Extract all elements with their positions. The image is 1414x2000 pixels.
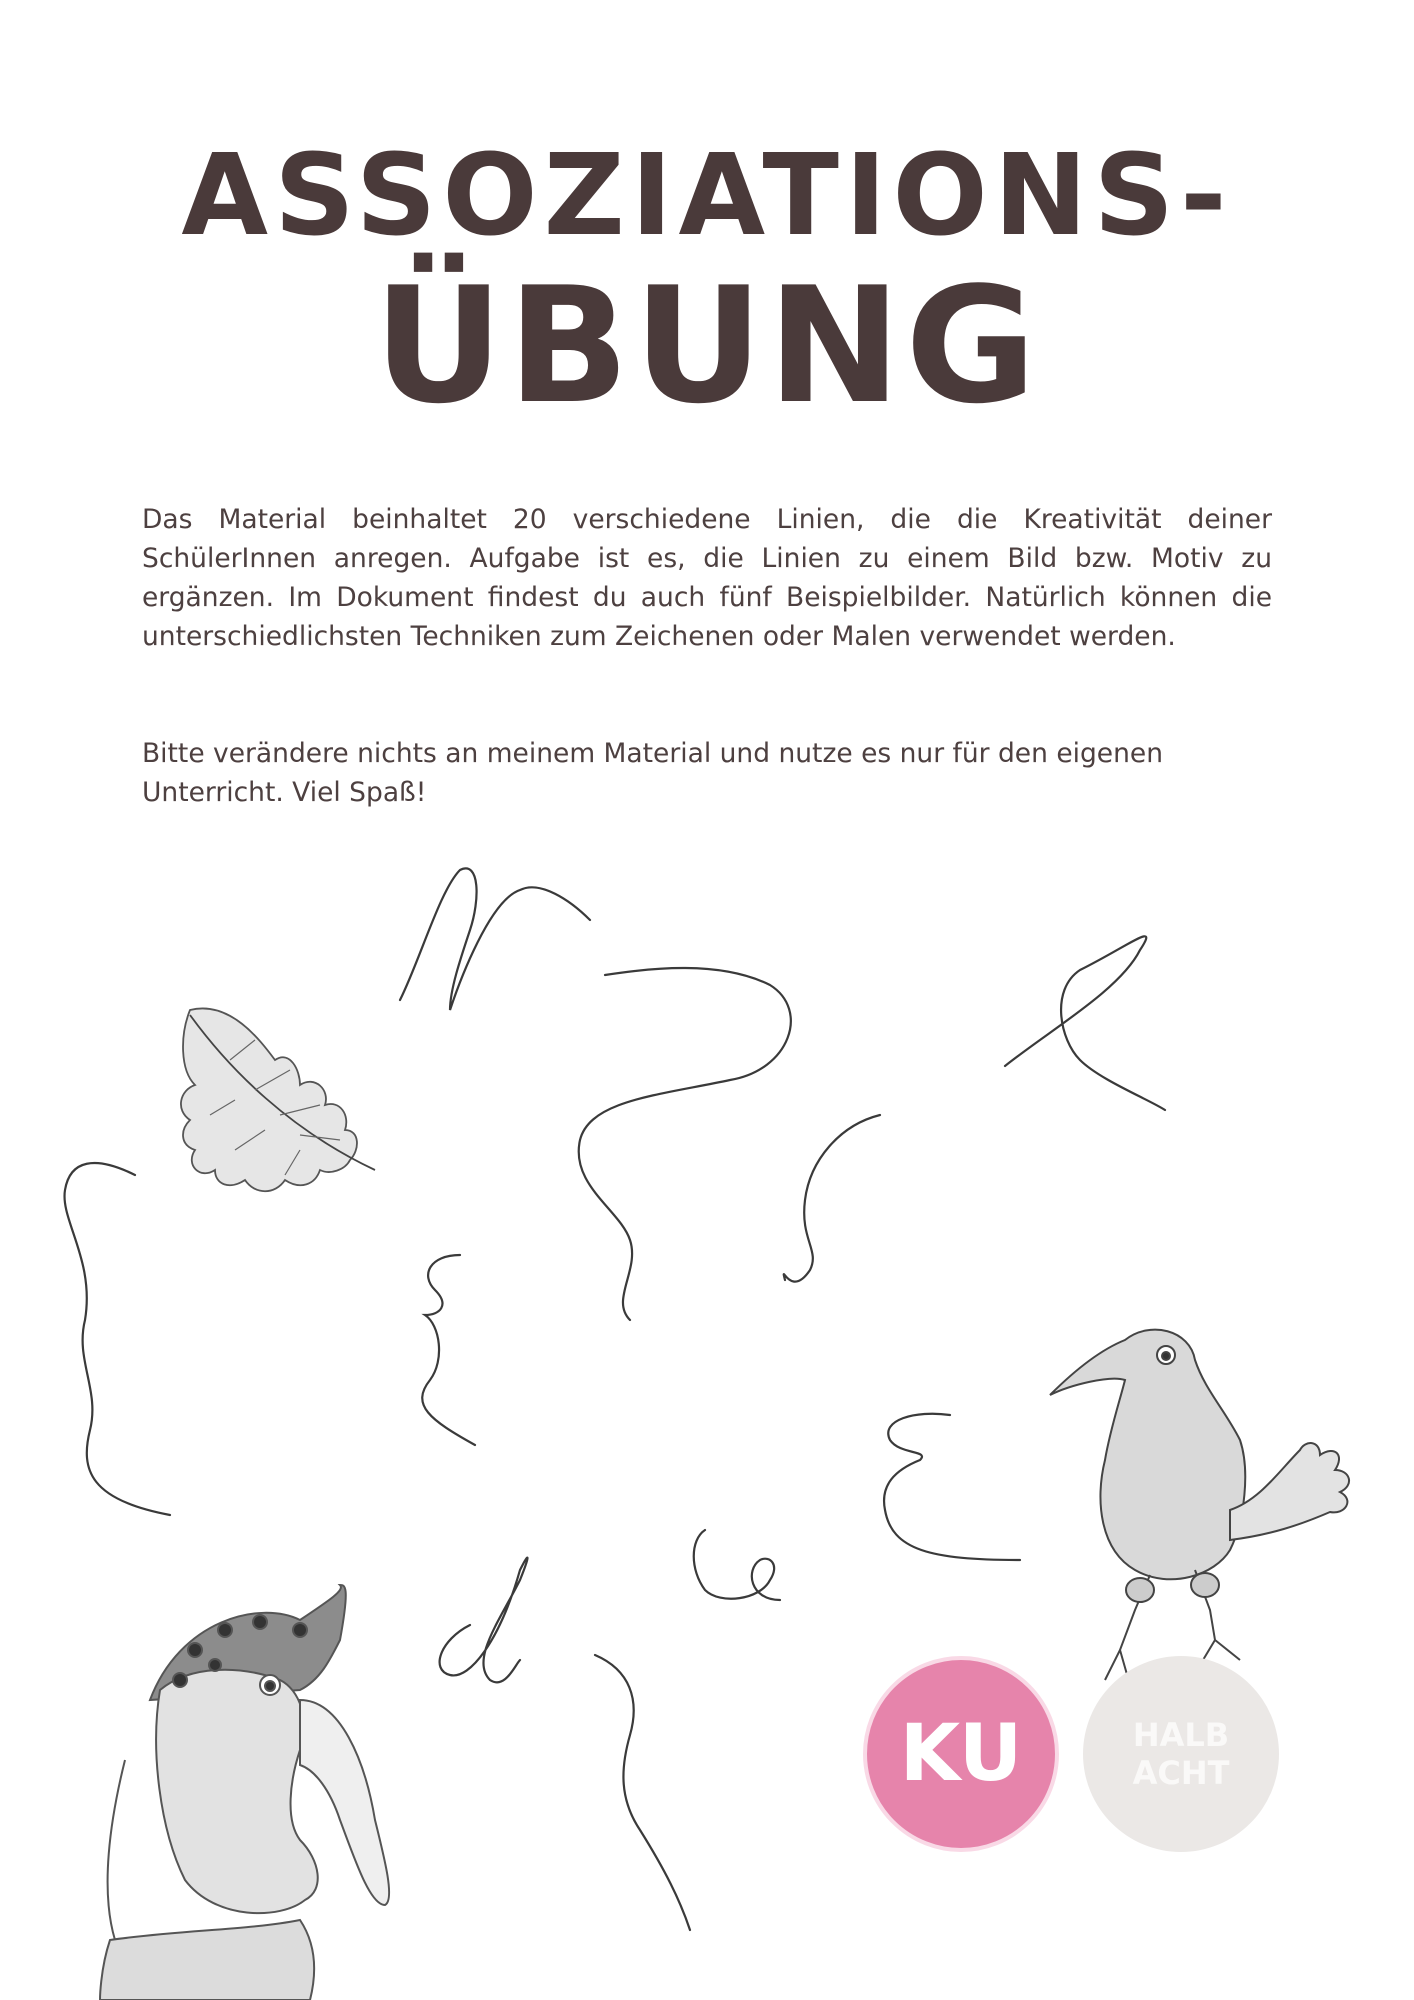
squiggle-line xyxy=(784,1115,880,1282)
squiggle-line xyxy=(1005,936,1165,1110)
page-title-line1: ASSOZIATIONS- xyxy=(181,131,1233,261)
squiggle-line xyxy=(440,1558,528,1683)
squiggle-line xyxy=(579,968,791,1320)
squiggle-line xyxy=(422,1255,475,1445)
halbacht-logo-badge xyxy=(1083,1656,1279,1852)
bird-drawing xyxy=(1050,1330,1349,1685)
page-title-line2: ÜBUNG xyxy=(373,252,1041,439)
oak-leaf-drawing xyxy=(181,1008,375,1191)
squiggle-line xyxy=(65,1163,170,1515)
usage-note-paragraph: Bitte verändere nichts an meinem Material und nutze es nur für den eigenen Unterricht. Viel Spaß! xyxy=(142,738,1164,808)
intro-paragraph: Das Material beinhaltet 20 verschiedene Linien, die die Kreativität deiner SchülerInnen anregen. Aufgabe ist es, die Linien zu einem Bild bzw. Motiv zu ergänzen. Im Dokument findest du auch fünf Beispielbilder. Natürlich können die unterschiedlichsten Techniken zum Zeichenen oder Malen verwendet werden. xyxy=(142,504,1272,652)
ku-logo-badge xyxy=(863,1656,1059,1852)
squiggle-line xyxy=(595,1655,690,1930)
halbacht-logo-line1: HALB xyxy=(1132,1716,1230,1754)
squiggle-line xyxy=(884,1414,1020,1560)
squiggle-line xyxy=(400,868,590,1010)
ku-logo-text: KU xyxy=(899,1709,1023,1799)
witch-drawing xyxy=(100,1585,389,2000)
squiggle-line xyxy=(694,1530,780,1600)
halbacht-logo-line2: ACHT xyxy=(1132,1754,1230,1792)
